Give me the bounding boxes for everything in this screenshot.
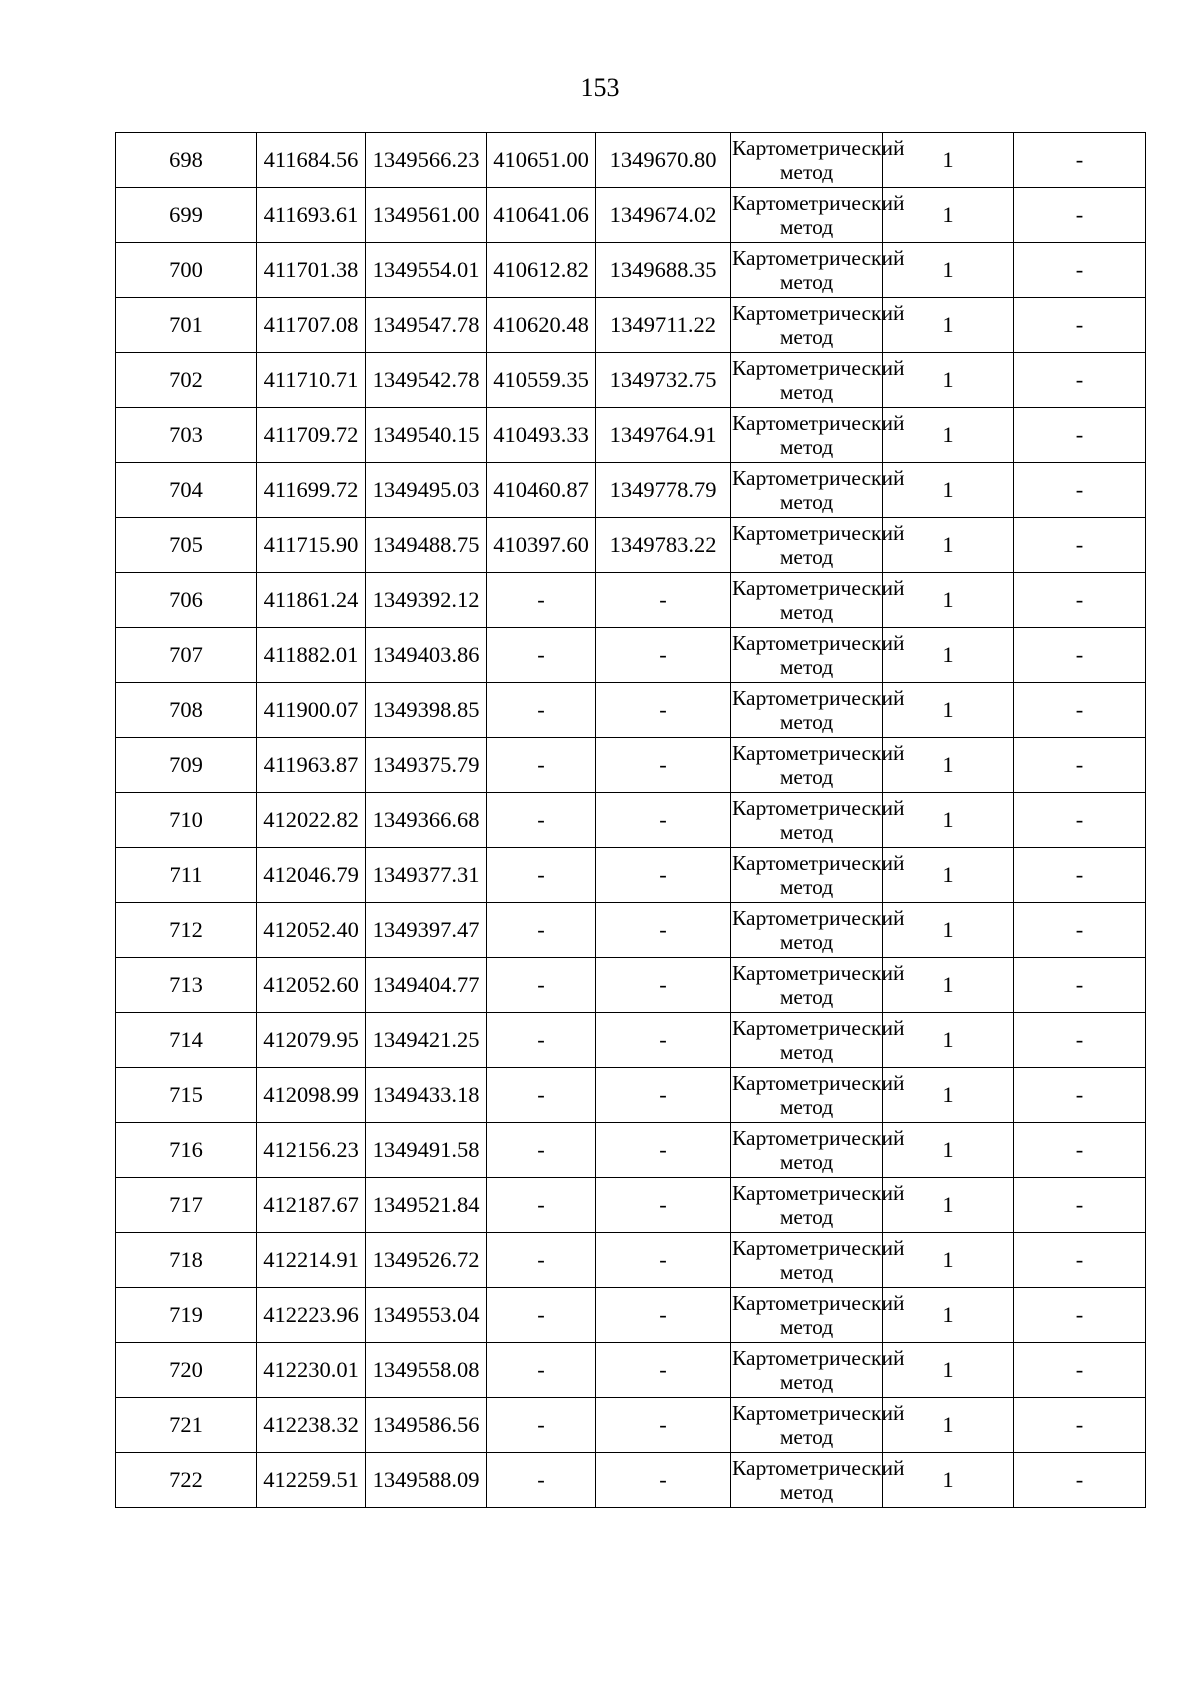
accuracy-cell: 1 (883, 518, 1014, 573)
x-coordinate-cell: 411710.71 (257, 353, 366, 408)
x-previous-coordinate-cell: - (487, 1178, 596, 1233)
y-previous-coordinate-cell: - (596, 738, 731, 793)
accuracy-cell: 1 (883, 628, 1014, 683)
note-cell: - (1014, 298, 1146, 353)
method-cell: Картометрический метод (731, 1288, 883, 1343)
table-body (116, 133, 1146, 1508)
point-number-cell: 710 (116, 793, 257, 848)
y-coordinate-cell: 1349488.75 (366, 518, 487, 573)
x-previous-coordinate-cell: - (487, 1343, 596, 1398)
y-coordinate-cell: 1349566.23 (366, 133, 487, 188)
table-row (116, 1288, 1146, 1343)
y-coordinate-cell: 1349588.09 (366, 1453, 487, 1508)
point-number-cell: 698 (116, 133, 257, 188)
accuracy-cell: 1 (883, 793, 1014, 848)
table-row (116, 463, 1146, 518)
note-cell: - (1014, 1343, 1146, 1398)
method-cell: Картометрический метод (731, 1398, 883, 1453)
table-row (116, 958, 1146, 1013)
y-previous-coordinate-cell: - (596, 1288, 731, 1343)
table-row (116, 848, 1146, 903)
point-number-cell: 700 (116, 243, 257, 298)
x-coordinate-cell: 411861.24 (257, 573, 366, 628)
method-cell: Картометрический метод (731, 188, 883, 243)
y-coordinate-cell: 1349491.58 (366, 1123, 487, 1178)
x-previous-coordinate-cell: - (487, 1233, 596, 1288)
note-cell: - (1014, 1453, 1146, 1508)
x-previous-coordinate-cell: - (487, 1013, 596, 1068)
x-coordinate-cell: 412079.95 (257, 1013, 366, 1068)
point-number-cell: 722 (116, 1453, 257, 1508)
y-previous-coordinate-cell: 1349732.75 (596, 353, 731, 408)
accuracy-cell: 1 (883, 353, 1014, 408)
note-cell: - (1014, 903, 1146, 958)
point-number-cell: 717 (116, 1178, 257, 1233)
note-cell: - (1014, 353, 1146, 408)
accuracy-cell: 1 (883, 1453, 1014, 1508)
x-previous-coordinate-cell: - (487, 903, 596, 958)
x-coordinate-cell: 412156.23 (257, 1123, 366, 1178)
y-coordinate-cell: 1349586.56 (366, 1398, 487, 1453)
y-previous-coordinate-cell: - (596, 1068, 731, 1123)
note-cell: - (1014, 958, 1146, 1013)
table-row (116, 903, 1146, 958)
y-coordinate-cell: 1349421.25 (366, 1013, 487, 1068)
x-coordinate-cell: 412046.79 (257, 848, 366, 903)
method-cell: Картометрический метод (731, 958, 883, 1013)
x-coordinate-cell: 411701.38 (257, 243, 366, 298)
y-coordinate-cell: 1349375.79 (366, 738, 487, 793)
table-row (116, 1068, 1146, 1123)
x-coordinate-cell: 412230.01 (257, 1343, 366, 1398)
method-cell: Картометрический метод (731, 1123, 883, 1178)
note-cell: - (1014, 518, 1146, 573)
y-coordinate-cell: 1349433.18 (366, 1068, 487, 1123)
method-cell: Картометрический метод (731, 573, 883, 628)
table-row (116, 1178, 1146, 1233)
table-row (116, 353, 1146, 408)
note-cell: - (1014, 463, 1146, 518)
table-row (116, 573, 1146, 628)
note-cell: - (1014, 628, 1146, 683)
y-previous-coordinate-cell: - (596, 1343, 731, 1398)
accuracy-cell: 1 (883, 848, 1014, 903)
point-number-cell: 712 (116, 903, 257, 958)
method-cell: Картометрический метод (731, 848, 883, 903)
point-number-cell: 699 (116, 188, 257, 243)
y-previous-coordinate-cell: - (596, 793, 731, 848)
method-cell: Картометрический метод (731, 683, 883, 738)
method-cell: Картометрический метод (731, 1068, 883, 1123)
x-coordinate-cell: 412223.96 (257, 1288, 366, 1343)
table-row (116, 628, 1146, 683)
x-previous-coordinate-cell: - (487, 793, 596, 848)
point-number-cell: 705 (116, 518, 257, 573)
y-previous-coordinate-cell: - (596, 848, 731, 903)
x-previous-coordinate-cell: - (487, 683, 596, 738)
table-row (116, 1013, 1146, 1068)
method-cell: Картометрический метод (731, 133, 883, 188)
table-row (116, 518, 1146, 573)
accuracy-cell: 1 (883, 683, 1014, 738)
table-row (116, 1453, 1146, 1508)
y-previous-coordinate-cell: - (596, 1453, 731, 1508)
x-coordinate-cell: 412238.32 (257, 1398, 366, 1453)
table-row (116, 1398, 1146, 1453)
y-coordinate-cell: 1349366.68 (366, 793, 487, 848)
y-coordinate-cell: 1349558.08 (366, 1343, 487, 1398)
table-row (116, 243, 1146, 298)
x-coordinate-cell: 411707.08 (257, 298, 366, 353)
accuracy-cell: 1 (883, 298, 1014, 353)
accuracy-cell: 1 (883, 1233, 1014, 1288)
x-coordinate-cell: 411684.56 (257, 133, 366, 188)
point-number-cell: 708 (116, 683, 257, 738)
point-number-cell: 715 (116, 1068, 257, 1123)
y-coordinate-cell: 1349392.12 (366, 573, 487, 628)
point-number-cell: 703 (116, 408, 257, 463)
accuracy-cell: 1 (883, 1288, 1014, 1343)
note-cell: - (1014, 848, 1146, 903)
table-row (116, 1343, 1146, 1398)
x-previous-coordinate-cell: - (487, 573, 596, 628)
point-number-cell: 714 (116, 1013, 257, 1068)
method-cell: Картометрический метод (731, 408, 883, 463)
accuracy-cell: 1 (883, 738, 1014, 793)
x-previous-coordinate-cell: - (487, 738, 596, 793)
point-number-cell: 706 (116, 573, 257, 628)
point-number-cell: 702 (116, 353, 257, 408)
y-coordinate-cell: 1349542.78 (366, 353, 487, 408)
method-cell: Картометрический метод (731, 243, 883, 298)
method-cell: Картометрический метод (731, 793, 883, 848)
note-cell: - (1014, 1068, 1146, 1123)
method-cell: Картометрический метод (731, 738, 883, 793)
x-previous-coordinate-cell: 410493.33 (487, 408, 596, 463)
note-cell: - (1014, 683, 1146, 738)
x-coordinate-cell: 411882.01 (257, 628, 366, 683)
x-previous-coordinate-cell: - (487, 1068, 596, 1123)
y-coordinate-cell: 1349404.77 (366, 958, 487, 1013)
accuracy-cell: 1 (883, 958, 1014, 1013)
x-previous-coordinate-cell: - (487, 848, 596, 903)
method-cell: Картометрический метод (731, 628, 883, 683)
point-number-cell: 704 (116, 463, 257, 518)
table-row (116, 408, 1146, 463)
y-previous-coordinate-cell: - (596, 1398, 731, 1453)
y-previous-coordinate-cell: 1349783.22 (596, 518, 731, 573)
point-number-cell: 709 (116, 738, 257, 793)
x-coordinate-cell: 412259.51 (257, 1453, 366, 1508)
note-cell: - (1014, 573, 1146, 628)
y-coordinate-cell: 1349398.85 (366, 683, 487, 738)
y-coordinate-cell: 1349397.47 (366, 903, 487, 958)
method-cell: Картометрический метод (731, 1453, 883, 1508)
note-cell: - (1014, 1123, 1146, 1178)
accuracy-cell: 1 (883, 1343, 1014, 1398)
y-previous-coordinate-cell: - (596, 958, 731, 1013)
x-previous-coordinate-cell: 410612.82 (487, 243, 596, 298)
note-cell: - (1014, 793, 1146, 848)
x-coordinate-cell: 411963.87 (257, 738, 366, 793)
y-previous-coordinate-cell: 1349674.02 (596, 188, 731, 243)
note-cell: - (1014, 408, 1146, 463)
note-cell: - (1014, 1288, 1146, 1343)
x-previous-coordinate-cell: 410620.48 (487, 298, 596, 353)
y-coordinate-cell: 1349547.78 (366, 298, 487, 353)
point-number-cell: 716 (116, 1123, 257, 1178)
note-cell: - (1014, 738, 1146, 793)
x-previous-coordinate-cell: - (487, 1453, 596, 1508)
point-number-cell: 719 (116, 1288, 257, 1343)
method-cell: Картометрический метод (731, 1343, 883, 1398)
note-cell: - (1014, 243, 1146, 298)
accuracy-cell: 1 (883, 408, 1014, 463)
table-row (116, 738, 1146, 793)
x-coordinate-cell: 411715.90 (257, 518, 366, 573)
x-previous-coordinate-cell: 410397.60 (487, 518, 596, 573)
y-coordinate-cell: 1349553.04 (366, 1288, 487, 1343)
page-number: 153 (580, 73, 620, 102)
x-previous-coordinate-cell: 410651.00 (487, 133, 596, 188)
x-coordinate-cell: 411709.72 (257, 408, 366, 463)
y-previous-coordinate-cell: 1349670.80 (596, 133, 731, 188)
x-coordinate-cell: 411900.07 (257, 683, 366, 738)
table-row (116, 793, 1146, 848)
point-number-cell: 701 (116, 298, 257, 353)
x-coordinate-cell: 412187.67 (257, 1178, 366, 1233)
accuracy-cell: 1 (883, 1068, 1014, 1123)
x-coordinate-cell: 412098.99 (257, 1068, 366, 1123)
point-number-cell: 720 (116, 1343, 257, 1398)
accuracy-cell: 1 (883, 903, 1014, 958)
y-coordinate-cell: 1349495.03 (366, 463, 487, 518)
accuracy-cell: 1 (883, 1398, 1014, 1453)
point-number-cell: 711 (116, 848, 257, 903)
point-number-cell: 713 (116, 958, 257, 1013)
accuracy-cell: 1 (883, 463, 1014, 518)
accuracy-cell: 1 (883, 133, 1014, 188)
x-previous-coordinate-cell: - (487, 628, 596, 683)
method-cell: Картометрический метод (731, 463, 883, 518)
point-number-cell: 721 (116, 1398, 257, 1453)
y-previous-coordinate-cell: 1349688.35 (596, 243, 731, 298)
table-row (116, 133, 1146, 188)
y-previous-coordinate-cell: - (596, 1123, 731, 1178)
method-cell: Картометрический метод (731, 353, 883, 408)
x-previous-coordinate-cell: 410641.06 (487, 188, 596, 243)
note-cell: - (1014, 1013, 1146, 1068)
table-row (116, 1233, 1146, 1288)
x-previous-coordinate-cell: 410559.35 (487, 353, 596, 408)
y-coordinate-cell: 1349540.15 (366, 408, 487, 463)
coordinates-table (115, 132, 1146, 1508)
table-row (116, 188, 1146, 243)
method-cell: Картометрический метод (731, 1233, 883, 1288)
x-previous-coordinate-cell: - (487, 1398, 596, 1453)
y-previous-coordinate-cell: - (596, 903, 731, 958)
method-cell: Картометрический метод (731, 1013, 883, 1068)
accuracy-cell: 1 (883, 1178, 1014, 1233)
x-coordinate-cell: 412052.40 (257, 903, 366, 958)
y-previous-coordinate-cell: - (596, 628, 731, 683)
x-coordinate-cell: 412214.91 (257, 1233, 366, 1288)
y-previous-coordinate-cell: - (596, 683, 731, 738)
x-coordinate-cell: 411699.72 (257, 463, 366, 518)
y-coordinate-cell: 1349526.72 (366, 1233, 487, 1288)
accuracy-cell: 1 (883, 1013, 1014, 1068)
accuracy-cell: 1 (883, 188, 1014, 243)
method-cell: Картометрический метод (731, 903, 883, 958)
y-coordinate-cell: 1349554.01 (366, 243, 487, 298)
table-row (116, 298, 1146, 353)
y-previous-coordinate-cell: 1349778.79 (596, 463, 731, 518)
accuracy-cell: 1 (883, 1123, 1014, 1178)
x-coordinate-cell: 412022.82 (257, 793, 366, 848)
point-number-cell: 718 (116, 1233, 257, 1288)
table-row (116, 683, 1146, 738)
x-coordinate-cell: 412052.60 (257, 958, 366, 1013)
y-previous-coordinate-cell: - (596, 1233, 731, 1288)
y-coordinate-cell: 1349521.84 (366, 1178, 487, 1233)
y-previous-coordinate-cell: - (596, 1178, 731, 1233)
y-previous-coordinate-cell: - (596, 573, 731, 628)
note-cell: - (1014, 188, 1146, 243)
x-previous-coordinate-cell: - (487, 1288, 596, 1343)
y-previous-coordinate-cell: 1349764.91 (596, 408, 731, 463)
note-cell: - (1014, 1178, 1146, 1233)
x-previous-coordinate-cell: - (487, 958, 596, 1013)
table-row (116, 1123, 1146, 1178)
note-cell: - (1014, 133, 1146, 188)
y-coordinate-cell: 1349561.00 (366, 188, 487, 243)
x-previous-coordinate-cell: 410460.87 (487, 463, 596, 518)
y-previous-coordinate-cell: - (596, 1013, 731, 1068)
note-cell: - (1014, 1398, 1146, 1453)
method-cell: Картометрический метод (731, 518, 883, 573)
y-previous-coordinate-cell: 1349711.22 (596, 298, 731, 353)
point-number-cell: 707 (116, 628, 257, 683)
accuracy-cell: 1 (883, 243, 1014, 298)
x-coordinate-cell: 411693.61 (257, 188, 366, 243)
y-coordinate-cell: 1349377.31 (366, 848, 487, 903)
y-coordinate-cell: 1349403.86 (366, 628, 487, 683)
note-cell: - (1014, 1233, 1146, 1288)
method-cell: Картометрический метод (731, 1178, 883, 1233)
x-previous-coordinate-cell: - (487, 1123, 596, 1178)
method-cell: Картометрический метод (731, 298, 883, 353)
accuracy-cell: 1 (883, 573, 1014, 628)
